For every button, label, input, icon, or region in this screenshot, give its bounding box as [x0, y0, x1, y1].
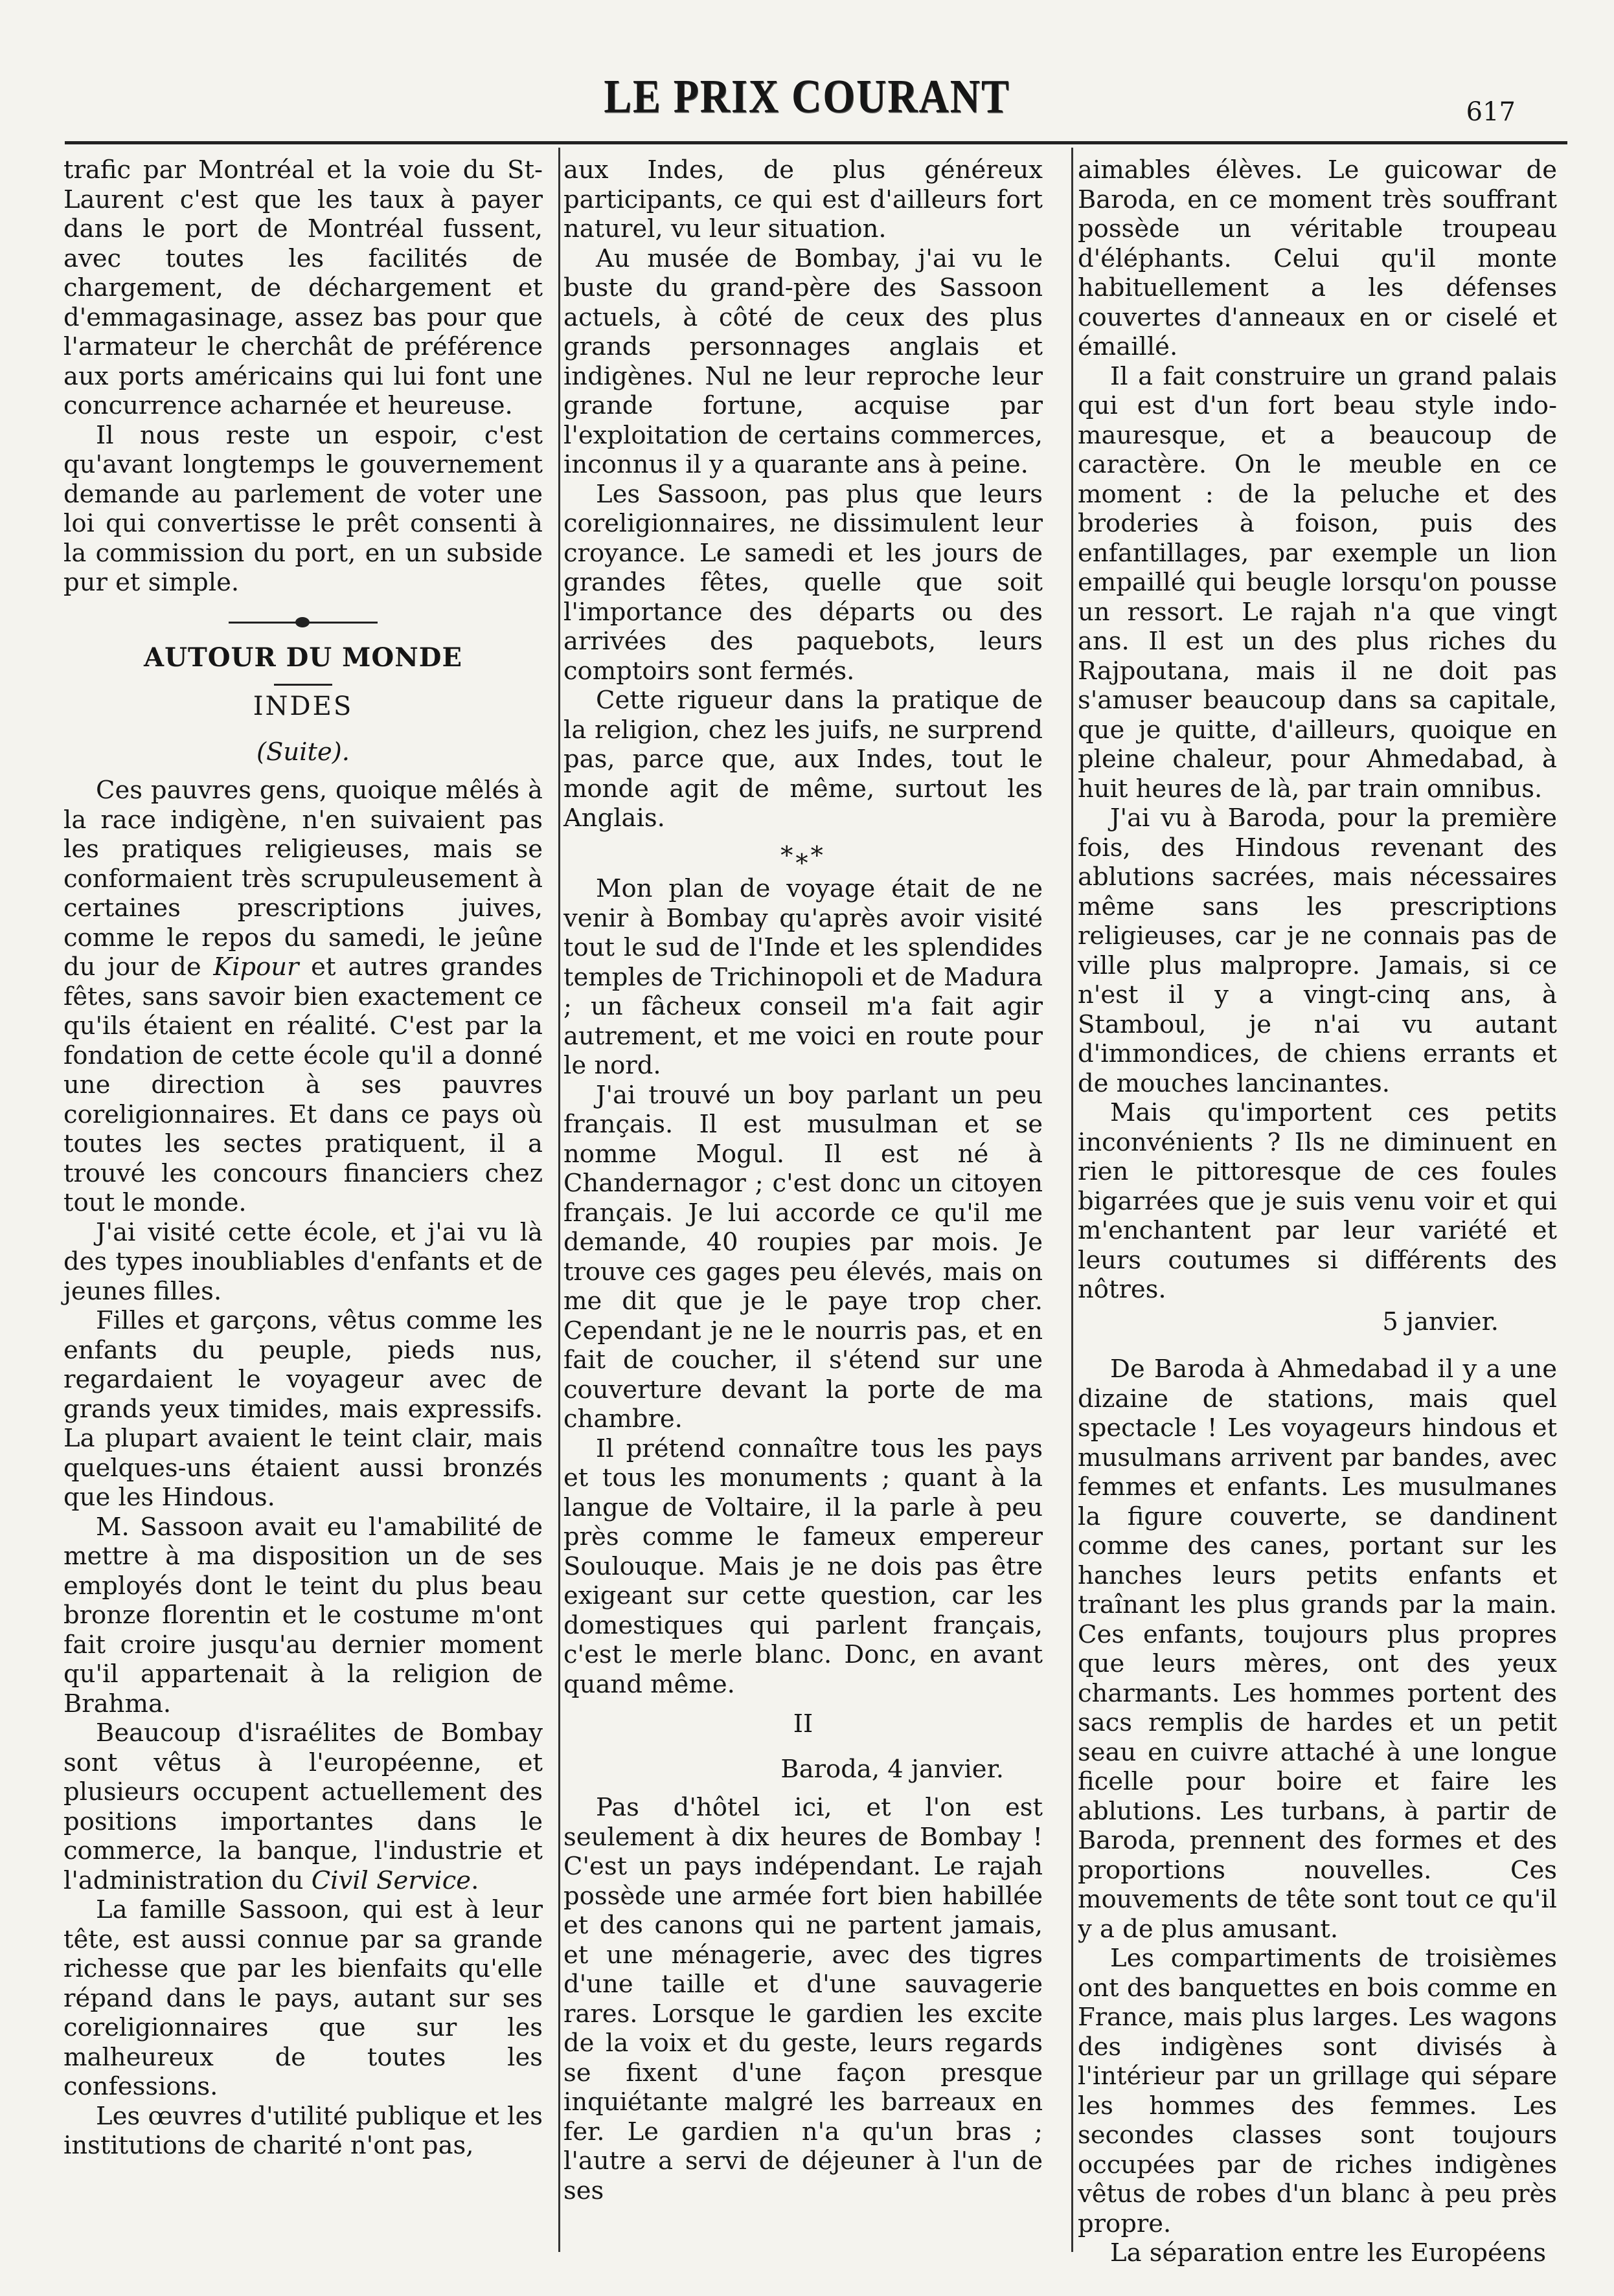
- paragraph: [63, 776, 543, 1218]
- paragraph: J'ai visité cette école, et j'ai vu là des types inoubliables d'enfants et de jeunes filles.: [63, 1217, 543, 1306]
- paragraph: Les compartiments de troisièmes ont des banquettes en bois comme en France, mais plus larges. Les wagons des indigènes sont divisés à l'intérieur par un grillage qui sépare les hommes des femmes. Les secondes classes sont toujours occupées par de riches indigènes vêtus de robes d'un blanc à peu près propre.: [1078, 1944, 1557, 2238]
- paragraph: La famille Sassoon, qui est à leur tête, est aussi connue par sa grande richesse que par les bienfaits qu'elle répand dans le pays, autant sur ses coreligionnaires que sur les malheureux de toutes les confessions.: [63, 1895, 543, 2101]
- chapter-number: II: [793, 1709, 813, 1739]
- paragraph: La séparation entre les Européens: [1110, 2238, 1547, 2268]
- paragraph: J'ai vu à Baroda, pour la première fois, des Hindous revenant des ablutions sacrées, mais nécessaires même sans les prescriptions religieuses, car je ne connais pas de ville plus malpropre. Jamais, si ce n'est il y a vingt-cinq ans, à Stamboul, je n'ai vu autant d'immondices, de chiens errants et de mouches lancinantes.: [1078, 804, 1557, 1098]
- ornamental-separator: [229, 617, 378, 627]
- paragraph: Mon plan de voyage était de ne venir à Bombay qu'après avoir visité tout le sud de l'Inde et les splendides temples de Trichinopoli et de Madura ; un fâcheux conseil m'a fait agir autrement, et me voici en route pour le nord.: [563, 874, 1043, 1080]
- page-number: 617: [1466, 97, 1516, 127]
- emphasis: Kipour: [213, 952, 299, 982]
- continuation-note: (Suite).: [256, 737, 350, 767]
- asterism: *⁎*: [780, 840, 826, 870]
- dateline: 5 janvier.: [1382, 1307, 1499, 1336]
- column-rule: [558, 148, 560, 2252]
- paragraph: De Baroda à Ahmedabad il y a une dizaine de stations, mais quel spectacle ! Les voyageurs hindous et musulmans arrivent par bandes, avec femmes et enfants. Les musulmanes la figure couverte, se dandinent comme des canes, portant sur les hanches leurs petits enfants et traînant les plus grands par la main. Ces enfants, toujours plus propres que leurs mères, ont des yeux charmants. Les hommes portent des sacs remplis de hardes et un petit seau en cuivre attaché à une longue ficelle pour boire et faire les ablutions. Les turbans, à partir de Baroda, prennent des formes et des proportions nouvelles. Ces mouvements de tête sont tout ce qu'il y a de plus amusant.: [1078, 1355, 1557, 1944]
- column-3: [1078, 155, 1557, 2268]
- text-run: .: [471, 1865, 479, 1895]
- paragraph: Pas d'hôtel ici, et l'on est seulement à dix heures de Bombay ! C'est un pays indépendant. Le rajah possède une armée fort bien habillée et des canons qui ne partent jamais, et une ménagerie, avec des tigres d'une taille et d'une sauvagerie rares. Lorsque le gardien les excite de la voix et du geste, leurs regards se fixent d'une façon presque inquiétante malgré les barreaux en fer. Le gardien n'a qu'un bras ; l'autre a servi de déjeuner à l'un de ses: [563, 1793, 1043, 2205]
- paragraph: aux Indes, de plus généreux participants, ce qui est d'ailleurs fort naturel, vu leur situation.: [563, 155, 1043, 243]
- masthead-title: LE PRIX COURANT: [604, 69, 1010, 123]
- paragraph: Les œuvres d'utilité publique et les institutions de charité n'ont pas,: [63, 2101, 543, 2160]
- paragraph: Il a fait construire un grand palais qui est d'un fort beau style indo-mauresque, et a beaucoup de caractère. On le meuble en ce moment : de la peluche et des broderies à foison, puis des enfantillages, par exemple un lion empaillé qui beugle lorsqu'on pousse un ressort. Le rajah n'a que vingt ans. Il est un des plus riches du Rajpoutana, mais il ne doit pas s'amuser beaucoup dans sa capitale, que je quitte, d'ailleurs, quoique en pleine chaleur, pour Ahmedabad, à huit heures de là, par train omnibus.: [1078, 361, 1557, 804]
- paragraph: Mais qu'importent ces petits inconvénients ? Ils ne diminuent en rien le pittoresque de ces foules bigarrées que je suis venu voir et qui m'enchantent par leur variété et leurs coutumes si différents des nôtres.: [1078, 1098, 1557, 1304]
- paragraph: aimables élèves. Le guicowar de Baroda, en ce moment très souffrant possède un véritable troupeau d'éléphants. Celui qu'il monte habituellement a les défenses couvertes d'anneaux en or ciselé et émaillé.: [1078, 155, 1557, 361]
- paragraph: Il prétend connaître tous les pays et tous les monuments ; quant à la langue de Voltaire, il la parle à peu près comme le fameux empereur Soulouque. Mais je ne dois pas être exigeant sur cette question, car les domestiques qui parlent français, c'est le merle blanc. Donc, en avant quand même.: [563, 1434, 1043, 1699]
- paragraph: [63, 1718, 543, 1895]
- text-run: Ces pauvres gens, quoique mêlés à la race indigène, n'en suivaient pas les pratiques religieuses, mais se conformaient très scrupuleusement à certaines prescriptions juives, comme le repos du samedi, le jeûne du jour de: [63, 776, 543, 982]
- paragraph: trafic par Montréal et la voie du St-Laurent c'est que les taux à payer dans le port de Montréal fussent, avec toutes les facilités de chargement, de déchargement et d'emmagasinage, assez bas pour que l'armateur le cherchât de préférence aux ports américains qui lui font une concurrence acharnée et heureuse.: [63, 155, 543, 420]
- title-rule: [274, 684, 332, 686]
- column-2: [563, 155, 1043, 2205]
- column-1: [63, 155, 543, 2161]
- text-run: et autres grandes fêtes, sans savoir bien exactement ce qu'ils étaient en réalité. C'est par la fondation de cette école qu'il a donné une direction à ses pauvres coreligionnaires. Et dans ce pays où toutes les sectes pratiquent, il a trouvé les concours financiers chez tout le monde.: [63, 952, 543, 1217]
- paragraph: Filles et garçons, vêtus comme les enfants du peuple, pieds nus, regardaient le voyageur avec de grands yeux timides, mais expressifs. La plupart avaient le teint clair, mais quelques-uns étaient aussi bronzés que les Hindous.: [63, 1306, 543, 1512]
- masthead: [0, 69, 1614, 131]
- paragraph: Au musée de Bombay, j'ai vu le buste du grand-père des Sassoon actuels, à côté de ceux des plus grands personnages anglais et indigènes. Nul ne leur reproche leur grande fortune, acquise par l'exploitation de certains commerces, inconnus il y a quarante ans à peine.: [563, 243, 1043, 479]
- paragraph: Les Sassoon, pas plus que leurs coreligionnaires, ne dissimulent leur croyance. Le samedi et les jours de grandes fêtes, quelle que soit l'importance des départs ou des arrivées des paquebots, leurs comptoirs sont fermés.: [563, 479, 1043, 686]
- dateline: Baroda, 4 janvier.: [780, 1754, 1004, 1784]
- paragraph: Il nous reste un espoir, c'est qu'avant longtemps le gouvernement demande au parlement de voter une loi qui convertisse le prêt consenti à la commission du port, en un subside pur et simple.: [63, 420, 543, 597]
- subsection-title: INDES: [253, 692, 354, 721]
- paragraph: M. Sassoon avait eu l'amabilité de mettre à ma disposition un de ses employés dont le teint du plus beau bronze florentin et le costume m'ont fait croire jusqu'au dernier moment qu'il appartenait à la religion de Brahma.: [63, 1512, 543, 1718]
- emphasis: Civil Service: [311, 1865, 472, 1895]
- column-rule: [1071, 148, 1073, 2252]
- paragraph: Cette rigueur dans la pratique de la religion, chez les juifs, ne surprend pas, parce que, aux Indes, tout le monde agit de même, surtout les Anglais.: [563, 686, 1043, 833]
- text-run: Beaucoup d'israélites de Bombay sont vêtus à l'européenne, et plusieurs occupent actuellement des positions importantes dans le commerce, la banque, l'industrie et l'administration du: [63, 1718, 543, 1895]
- paragraph: J'ai trouvé un boy parlant un peu français. Il est musulman et se nomme Mogul. Il est né à Chandernagor ; c'est donc un citoyen français. Je lui accorde ce qu'il me demande, 40 roupies par mois. Je trouve ces gages peu élevés, mais on me dit que je le paye trop cher. Cependant je ne le nourris pas, et en fait de coucher, il s'étend sur une couverture devant la porte de ma chambre.: [563, 1080, 1043, 1434]
- header-rule: [65, 141, 1567, 144]
- section-title: AUTOUR DU MONDE: [144, 642, 462, 673]
